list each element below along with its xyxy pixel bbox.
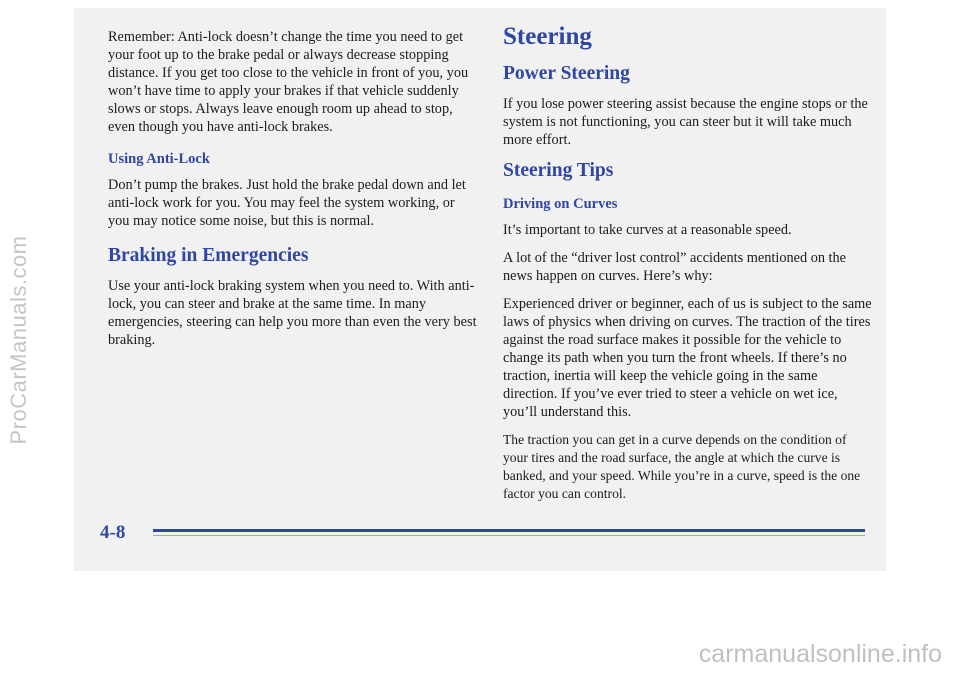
using-antilock-heading: Using Anti-Lock (108, 151, 210, 167)
right-column (503, 22, 873, 513)
intro-paragraph: Remember: Anti-lock doesn’t change the time you need to get your foot up to the brake pedal or always decrease stopping distance. If you get too close to the vehicle in front of you, you won’t have time to apply your brakes if that vehicle suddenly slows or stops. Always leave enough room up ahead to stop, even though you have anti-lock brakes. (108, 29, 469, 135)
side-watermark (4, 210, 34, 470)
braking-emergencies-paragraph: Use your anti-lock braking system when you need to. With anti-lock, you can steer and brake at the same time. In many emergencies, steering can help you more than even the very best braking. (108, 278, 477, 348)
page-number: 4-8 (100, 522, 126, 543)
power-steering-paragraph: If you lose power steering assist because the engine stops or the system is not functioning, you can steer but it will take much more effort. (503, 96, 868, 148)
side-watermark-text: ProCarManuals.com (6, 235, 31, 445)
curves-paragraph-4: The traction you can get in a curve depends on the condition of your tires and the road surface, the angle at which the curve is banked, and your speed. While you’re in a curve, speed is the one factor you can control. (503, 432, 861, 501)
power-steering-heading: Power Steering (503, 63, 630, 84)
bottom-watermark: carmanualsonline.info (698, 640, 942, 668)
curves-paragraph-3: Experienced driver or beginner, each of us is subject to the same laws of physics when driving on curves. The traction of the tires against the road surface makes it possible for the vehicle to change its path when you turn the front wheels. If there’s no traction, inertia will keep the vehicle going in the same direction. If you’ve ever tried to steer a vehicle on wet ice, you’ll understand this. (503, 296, 872, 420)
steering-tips-heading: Steering Tips (503, 160, 614, 181)
driving-curves-heading: Driving on Curves (503, 196, 618, 212)
footer-rule-thin (153, 535, 865, 536)
curves-paragraph-2: A lot of the “driver lost control” accidents mentioned on the news happen on curves. Here’s why: (503, 250, 847, 284)
steering-heading: Steering (503, 23, 592, 50)
curves-paragraph-1: It’s important to take curves at a reasonable speed. (503, 222, 792, 238)
footer-rule (153, 529, 865, 532)
left-column (108, 28, 478, 359)
using-antilock-paragraph: Don’t pump the brakes. Just hold the brake pedal down and let anti-lock work for you. You may feel the system working, or you may notice some noise, but this is normal. (108, 177, 466, 229)
braking-emergencies-heading: Braking in Emergencies (108, 245, 309, 266)
